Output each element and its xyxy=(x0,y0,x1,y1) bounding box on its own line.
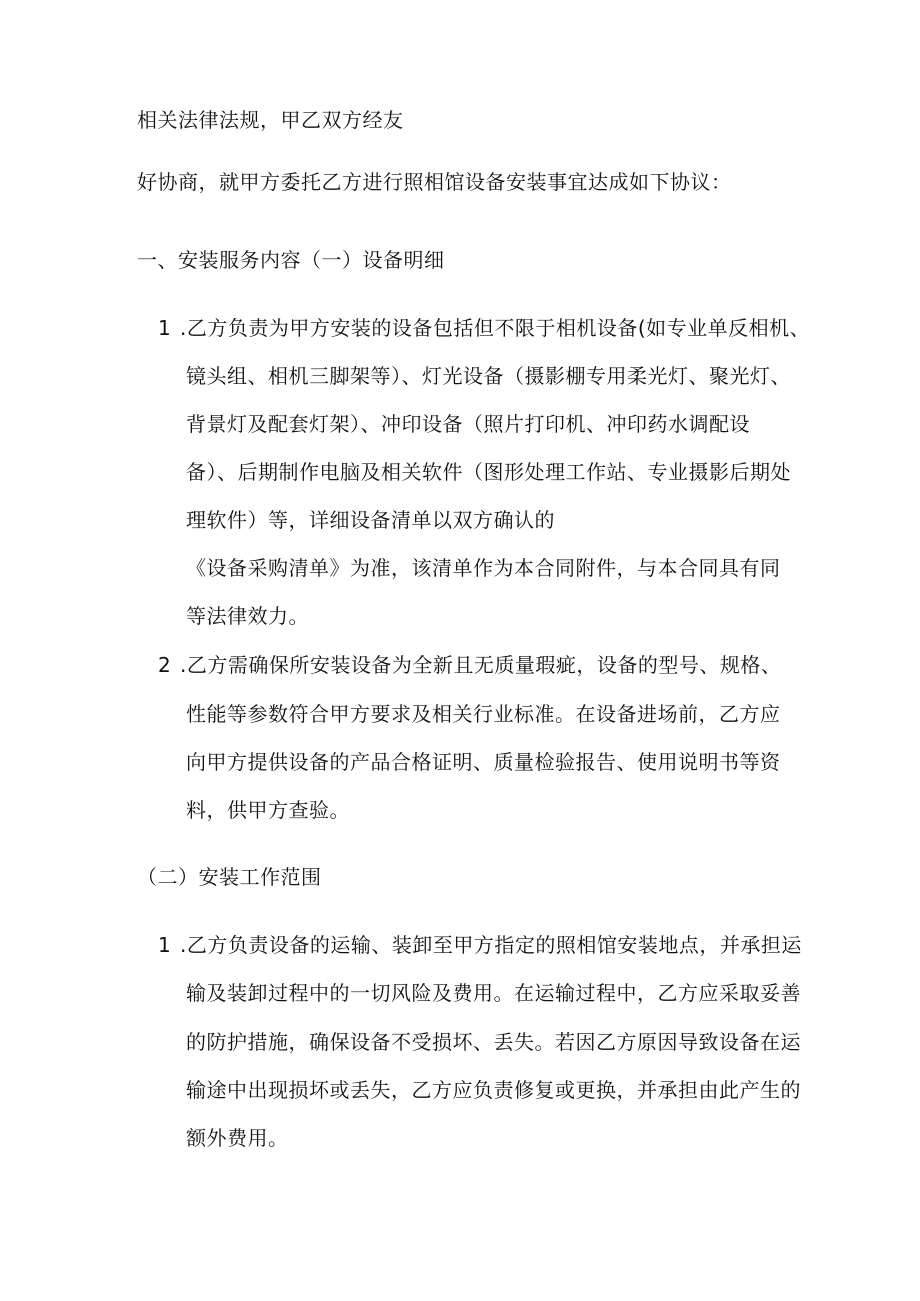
item1-line-3: 背景灯及配套灯架）、冲印设备（照片打印机、冲印药水调配设 xyxy=(186,412,750,436)
item3-line-5: 额外费用。 xyxy=(186,1126,289,1150)
item3-number: 1 xyxy=(158,933,171,957)
item3-line-1: .乙方负责设备的运输、装卸至甲方指定的照相馆安装地点，并承担运 xyxy=(180,933,802,957)
item1-line-2: 镜头组、相机三脚架等）、灯光设备（摄影棚专用柔光灯、聚光灯、 xyxy=(186,364,791,388)
item1-line-1: .乙方负责为甲方安装的设备包括但不限于相机设备(如专业单反相机、 xyxy=(180,316,811,340)
item1-number: 1 xyxy=(158,316,171,340)
item3-line-4: 输途中出现损坏或丢失，乙方应负责修复或更换，并承担由此产生的 xyxy=(186,1078,801,1102)
item3-line-2: 输及装卸过程中的一切风险及费用。在运输过程中，乙方应采取妥善 xyxy=(186,981,801,1005)
intro-line-1: 相关法律法规，甲乙双方经友 xyxy=(137,108,404,132)
item2-number: 2 xyxy=(158,653,171,677)
item1-line-5: 理软件）等，详细设备清单以双方确认的 xyxy=(186,508,555,532)
item2-line-4: 料，供甲方查验。 xyxy=(186,798,350,822)
item3-line-3: 的防护措施，确保设备不受损坏、丢失。若因乙方原因导致设备在运 xyxy=(186,1030,801,1054)
section1-heading: 一、安装服务内容（一）设备明细 xyxy=(137,248,445,272)
intro-line-2: 好协商，就甲方委托乙方进行照相馆设备安装事宜达成如下协议： xyxy=(137,170,732,194)
item1-line-7: 等法律效力。 xyxy=(186,604,309,628)
item2-line-2: 性能等参数符合甲方要求及相关行业标准。在设备进场前，乙方应 xyxy=(186,702,781,726)
section2-heading: （二）安装工作范围 xyxy=(137,865,322,889)
item2-line-1: .乙方需确保所安装设备为全新且无质量瑕疵，设备的型号、规格、 xyxy=(180,653,782,677)
item1-line-6: 《设备采购清单》为准，该清单作为本合同附件，与本合同具有同 xyxy=(186,556,781,580)
item1-line-4: 备）、后期制作电脑及相关软件（图形处理工作站、专业摄影后期处 xyxy=(186,460,791,484)
item2-line-3: 向甲方提供设备的产品合格证明、质量检验报告、使用说明书等资 xyxy=(186,750,781,774)
